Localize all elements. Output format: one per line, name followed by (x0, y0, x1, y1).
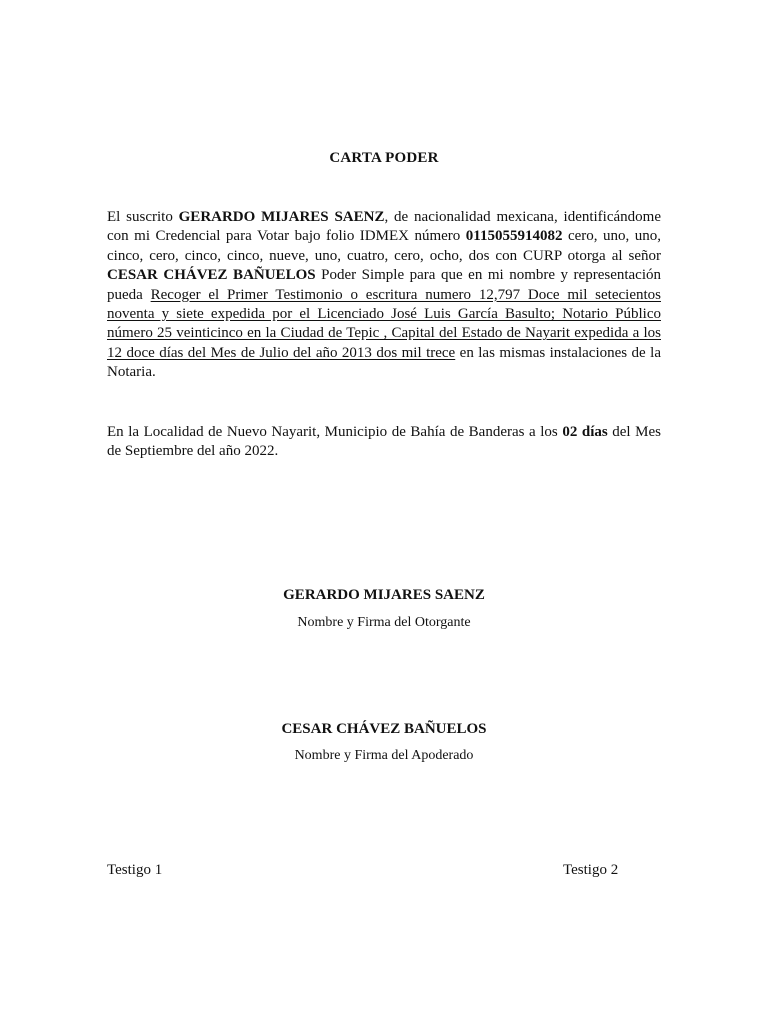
attorney-signature-role: Nombre y Firma del Apoderado (294, 748, 474, 763)
witness-1-label: Testigo 1 (107, 862, 163, 878)
p1-text-3: cero, uno, uno, cinco, cero, cinco, cinco, nueve, uno, cuatro, cero, ocho, dos con CURP otorga al señor (107, 228, 662, 264)
body-paragraph-2 (107, 423, 661, 462)
grantor-signature-name: GERARDO MIJARES SAENZ (283, 587, 485, 603)
grantor-name-inline: GERARDO MIJARES SAENZ (178, 209, 385, 225)
grantor-signature-role: Nombre y Firma del Otorgante (297, 615, 471, 630)
folio-number: 0115055914082 (465, 228, 563, 245)
p1-text-1: El suscrito (107, 209, 179, 225)
body-paragraph-1 (107, 208, 661, 383)
p1-text-4: Poder Simple para que en mi nombre y representación pueda (107, 267, 662, 303)
date-days: 02 días (562, 424, 608, 440)
p2-text-1: En la Localidad de Nuevo Nayarit, Municipio de Bahía de Banderas a los (107, 424, 563, 440)
attorney-signature-name: CESAR CHÁVEZ BAÑUELOS (281, 721, 487, 737)
witness-2-label: Testigo 2 (563, 862, 619, 878)
p2-text-2: del Mes de Septiembre del año 2022. (107, 424, 661, 460)
p1-text-2: , de nacionalidad mexicana, identificándome con mi Credencial para Votar bajo folio IDMEX número (107, 209, 661, 245)
power-purpose-underlined: Recoger el Primer Testimonio o escritura numero 12,797 Doce mil setecientos noventa y siete expedida por el Licenciado José Luis García Basulto; Notario Público número 25 veinticinco en la Ciudad de Tepic , Capital del Estado de Nayarit expedida a los 12 doce días del Mes de Julio del año 2013 dos mil trece (107, 286, 661, 361)
p1-text-5: en las mismas instalaciones de la Notaria. (107, 344, 661, 381)
document-title: CARTA PODER (329, 150, 439, 166)
attorney-name-inline: CESAR CHÁVEZ BAÑUELOS (107, 267, 316, 284)
